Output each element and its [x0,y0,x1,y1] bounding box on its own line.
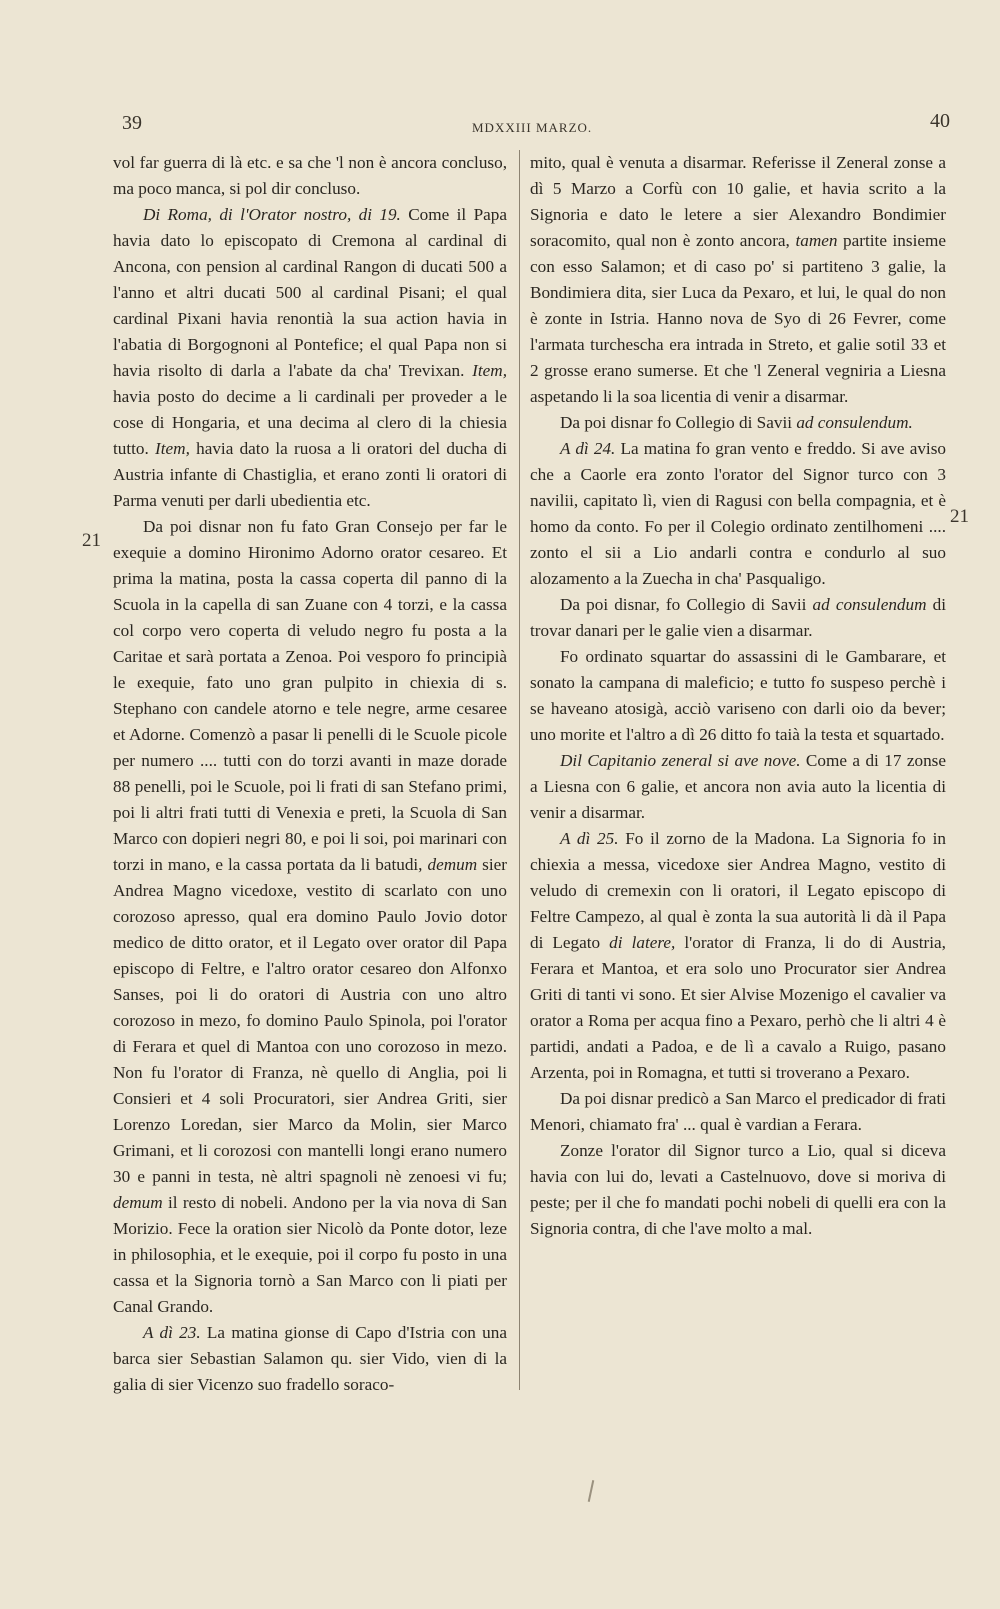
paragraph: Fo ordinato squartar do assassini di le Gambarare, et sonato la campana di maleficio; e tutto fo suspeso perchè i se haveano atosigà, acciò variseno con darli oio da bever; uno morite et l'altro a dì 26 ditto fo taià la testa et squartado. [530,647,946,744]
date-heading: A dì 23. [143,1323,201,1342]
paragraph: A dì 24. La matina fo gran vento e freddo. Si ave aviso che a Caorle era zonto l'orator del Signor turco con 3 navilii, capitato lì, vien di Ragusi con bella compagnia, et è homo da conto. Fo per il Colegio ordinato zentilhomeni .... zonto el sii a Lio andarli contra e condurlo al suo alozamento a la Zuecha in cha' Pasqualigo. [530,439,946,588]
left-column [113,150,507,1398]
page-number-right: 40 [930,110,950,132]
ink-mark [588,1480,595,1502]
date-heading: A dì 24. [560,439,616,458]
heading: Dil Capitanio zeneral si ave nove. [560,751,801,770]
paragraph: mito, qual è venuta a disarmar. Referisse il Zeneral zonse a dì 5 Marzo a Corfù con 10 galie, et havia scrito a la Signoria e dato le letere a sier Alexandro Bondimier soracomito, qual non è zonto ancora, tamen partite insieme con esso Salamon; et di caso po' si partiteno 3 galie, la Bondimiera dita, sier Luca da Pexaro, et lui, le qual do non è zonte in Istria. Hanno nova de Syo di 26 Fevrer, come l'armata turchescha era intrada in Streto, et galie sotil 33 et 2 grosse erano sumerse. Et che 'l Zeneral vegniria a Liesna aspetando li la soa licentia di venir a disarmar. [530,153,946,406]
heading: Di Roma, di l'Orator nostro, di 19. [143,205,401,224]
paragraph: Da poi disnar non fu fato Gran Consejo per far le exequie a domino Hironimo Adorno orator cesareo. Et prima la matina, posta la cassa coperta dil panno di la Scuola in la capella di san Zuane con 4 torzi, e la cassa col corpo vero coperta di veludo negro fu posta a la Caritae et sarà portata a Zenoa. Poi vesporo fo principià le exequie, fato uno gran pulpito in chiexia di s. Stephano con candele atorno e tele negre, arme cesaree et Adorne. Comenzò a pasar li penelli di le Scuole picole per numero .... tutti con do torzi avanti in maze dorade 88 penelli, poi le Scuole, poi li frati di san Stefano primi, poi li altri frati tutti di Venexia e preti, la Scuola di San Marco con dopieri negri 80, e poi li soi, poi marinari con torzi in mano, e la cassa portata da li batudi, demum sier Andrea Magno vicedoxe, vestito di scarlato con uno corozoso apresso, qual era domino Paulo Jovio dotor medico de ditto orator, et il Legato over orator dil Papa episcopo di Feltre, e l'altro orator cesareo don Alfonxo Sanses, poi li do oratori di Austria con uno altro corozoso in mezo, fo domino Paulo Spinola, poi l'orator di Ferara et quel di Mantoa con uno corozoso in mezo. Non fu l'orator di Franza, nè quello di Anglia, poi li Consieri et 4 soli Procuratori, sier Andrea Griti, sier Lorenzo Loredan, sier Marco da Molin, sier Marco Grimani, et li corozosi con mantelli longi erano numero 30 e panni in testa, nè altri spagnoli nè zenoesi vi fu; demum il resto di nobeli. Andono per la via nova di San Morizio. Fece la oration sier Nicolò da Ponte dotor, leze in philosophia, et le exequie, poi il corpo fu posto in una cassa et la Signoria tornò a San Marco con li piati per Canal Grando. [113,517,507,1316]
margin-number-left: 21 [82,530,101,551]
paragraph: Da poi disnar fo Collegio di Savii ad consulendum. [560,413,913,432]
column-divider [519,150,520,1390]
paragraph: A dì 23. La matina gionse di Capo d'Istria con una barca sier Sebastian Salamon qu. sier Vido, vien di la galia di sier Vicenzo suo fradello soraco- [113,1323,507,1394]
paragraph: Zonze l'orator dil Signor turco a Lio, qual si diceva havia con lui do, levati a Castelnuovo, dove si moriva di peste; per il che fo mandati pochi nobeli di quelli era con la Signoria contra, di che l'ave molto a mal. [530,1141,946,1238]
margin-number-right: 21 [950,506,969,527]
running-head: MDXXIII MARZO. [472,120,593,135]
page-number-left: 39 [122,112,142,134]
right-column [530,150,946,1242]
paragraph: Da poi disnar, fo Collegio di Savii ad consulendum di trovar danari per le galie vien a disarmar. [530,595,946,640]
paragraph: Dil Capitanio zeneral si ave nove. Come a di 17 zonse a Liesna con 6 galie, et ancora non avia auto la licentia di venir a disarmar. [530,751,946,822]
date-heading: A dì 25. [560,829,619,848]
paragraph: Da poi disnar predicò a San Marco el predicador di frati Menori, chiamato fra' ... qual è vardian a Ferara. [530,1089,946,1134]
paragraph: Di Roma, di l'Orator nostro, di 19. Come il Papa havia dato lo episcopato di Cremona al cardinal di Ancona, con pension al cardinal Rangon di ducati 500 a l'anno et altri ducati 500 al cardinal Pisani; el qual cardinal Pixani havia renontià la sua action havia in l'abatia di Borgognoni al Pontefice; el qual Papa non si havia risolto di darla a l'abate da cha' Trevixan. Item, havia posto do decime a li cardinali per proveder a le cose di Hongaria, et una decima al clero di la chiesia tutto. Item, havia dato la ruosa a li oratori del ducha di Austria infante di Chastiglia, et erano zonti li oratori di Parma venuti per darli ubedientia etc. [113,205,508,510]
paragraph: A dì 25. Fo il zorno de la Madona. La Signoria fo in chiexia a messa, vicedoxe sier Andrea Magno, vestito di veludo di cremexin con li oratori, il Legato episcopo di Feltre Campezo, al qual è zonta la sua autorità li dà il Papa di Legato di latere, l'orator di Franza, li do di Austria, Ferara et Mantoa, et era solo uno Procurator sier Andrea Griti di tanti vi sono. Et sier Alvise Mozenigo el cavalier va orator a Roma per acqua fino a Pexaro, perhò che li altri 4 è partidi, andati a Padoa, e de lì a cavalo a Ruigo, pasano Arzenta, poi in Romagna, et tutti si troverano a Pexaro. [530,829,946,1082]
paragraph: vol far guerra di là etc. e sa che 'l non è ancora concluso, ma poco manca, si pol dir concluso. [113,153,507,198]
